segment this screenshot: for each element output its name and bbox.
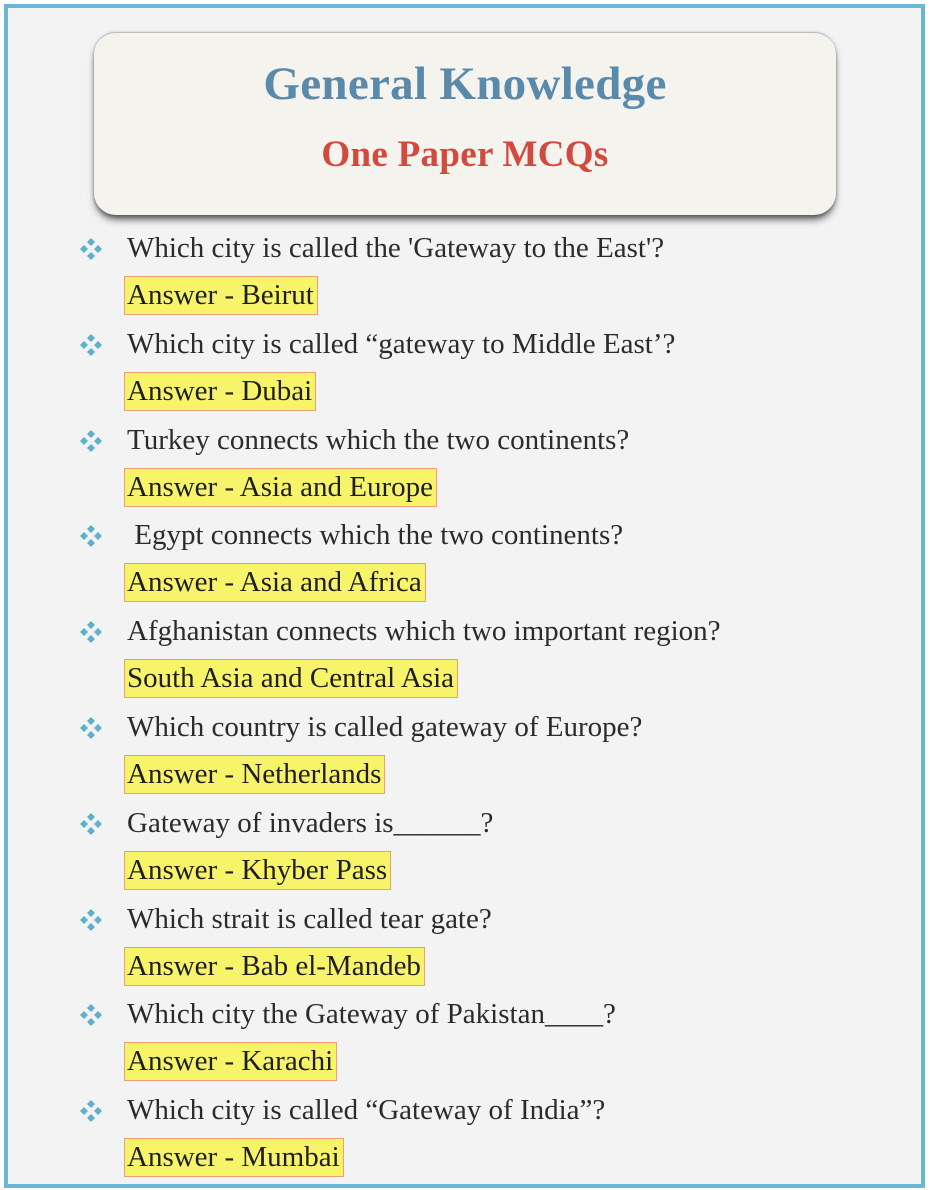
- four-diamond-bullet-icon: [78, 428, 104, 454]
- list-item: [78, 228, 878, 324]
- answer-highlight: Answer - Mumbai: [124, 1138, 344, 1177]
- list-item: [78, 515, 878, 611]
- answer-highlight: Answer - Dubai: [124, 372, 316, 411]
- answer-highlight: South Asia and Central Asia: [124, 659, 458, 698]
- answer-highlight: Answer - Khyber Pass: [124, 851, 391, 890]
- question-text: Afghanistan connects which two important region?: [127, 615, 721, 648]
- list-item: [78, 994, 878, 1090]
- four-diamond-bullet-icon: [78, 811, 104, 837]
- list-item: [78, 899, 878, 995]
- question-text: Which city is called “gateway to Middle East’?: [127, 327, 676, 360]
- answer-highlight: Answer - Asia and Europe: [124, 468, 437, 507]
- page-title: General Knowledge: [263, 58, 667, 110]
- question-text: Which city is called “Gateway of India”?: [127, 1094, 606, 1127]
- four-diamond-bullet-icon: [78, 332, 104, 358]
- question-text: Gateway of invaders is______?: [127, 806, 494, 839]
- question-text: Turkey connects which the two continents?: [127, 423, 630, 456]
- four-diamond-bullet-icon: [78, 715, 104, 741]
- question-text: Which city the Gateway of Pakistan____?: [127, 998, 616, 1031]
- list-item: [78, 803, 878, 899]
- four-diamond-bullet-icon: [78, 1098, 104, 1124]
- header-card: [94, 32, 836, 215]
- four-diamond-bullet-icon: [78, 1002, 104, 1028]
- four-diamond-bullet-icon: [78, 523, 104, 549]
- mcq-list: [78, 228, 878, 1186]
- question-text: Which city is called the 'Gateway to the East'?: [127, 232, 665, 264]
- list-item: [78, 707, 878, 803]
- list-item: [78, 1090, 878, 1186]
- question-text: Which country is called gateway of Europe?: [127, 710, 643, 743]
- page-frame: [4, 4, 925, 1188]
- four-diamond-bullet-icon: [78, 907, 104, 933]
- four-diamond-bullet-icon: [78, 236, 104, 262]
- answer-highlight: Answer - Asia and Africa: [124, 563, 426, 602]
- answer-highlight: Answer - Beirut: [124, 276, 318, 315]
- four-diamond-bullet-icon: [78, 619, 104, 645]
- list-item: [78, 324, 878, 420]
- answer-highlight: Answer - Netherlands: [124, 755, 385, 794]
- answer-highlight: Answer - Bab el-Mandeb: [124, 947, 425, 986]
- question-text: Which strait is called tear gate?: [127, 902, 492, 935]
- answer-highlight: Answer - Karachi: [124, 1042, 337, 1081]
- list-item: [78, 611, 878, 707]
- question-text: Egypt connects which the two continents?: [127, 519, 624, 552]
- list-item: [78, 420, 878, 516]
- page-subtitle: One Paper MCQs: [321, 134, 609, 175]
